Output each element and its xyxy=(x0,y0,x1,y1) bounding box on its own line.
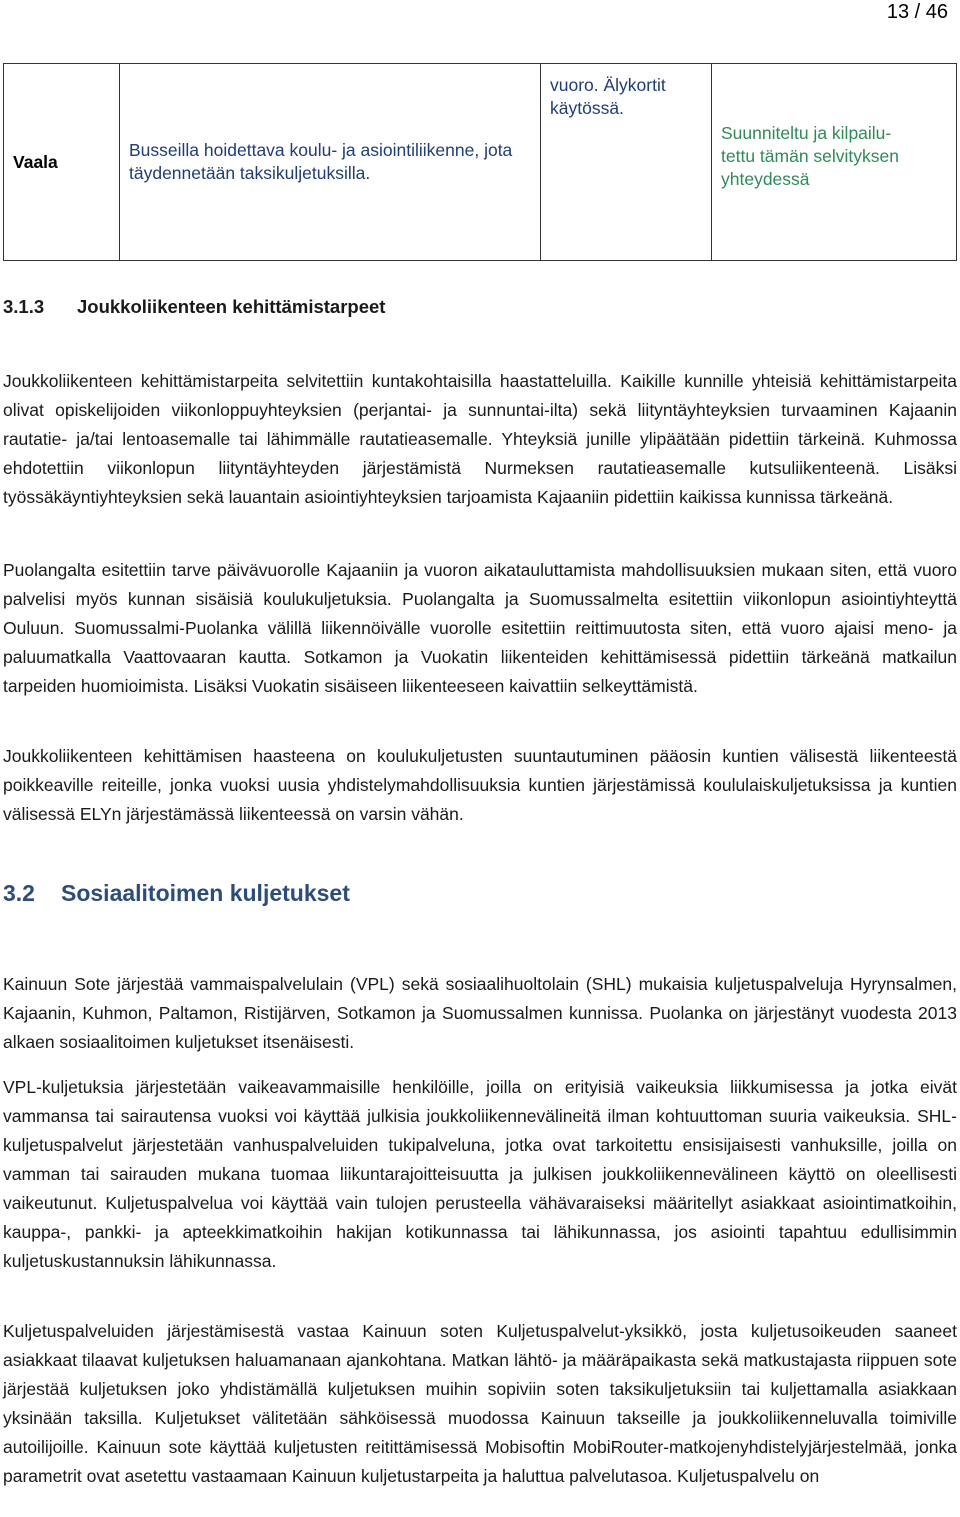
section-number: 3.2 xyxy=(3,880,35,906)
section-title: Joukkoliikenteen kehittämistarpeet xyxy=(77,296,386,317)
paragraph: Kuljetuspalveluiden järjestämisestä vastaa Kainuun soten Kuljetuspalvelut-yksikkö, josta kuljetusoikeuden saaneet asiakkaat tilaavat kuljetuksen haluamanaan ajankohtana. Matkan lähtö- ja määräpaikasta sekä matkustajasta riippuen sote järjestää kuljetuksen joko yhdistämällä kuljetuksen muihin sopiviin soten taksikuljetuksiin tai kuljettamalla asiakkaan yksinään taksilla. Kuljetukset välitetään sähköisessä muodossa Kainuun takseille ja joukkoliikenneluvalla toimiville autoilijoille. Kainuun sote käyttää kuljetusten reitittämisessä Mobisoftin MobiRouter-matkojenyhdistelyjärjestelmää, jonka parametrit ovat asetettu vastaamaan Kainuun kuljetustarpeita ja haluttua palvelutasoa. Kuljetuspalvelu on xyxy=(3,1321,957,1486)
section-number: 3.1.3 xyxy=(3,296,45,317)
page-number: 13 / 46 xyxy=(886,1,948,23)
paragraph: Joukkoliikenteen kehittämisen haasteena on koulukuljetusten suuntautuminen pääosin kuntien välisestä liikenteestä poikkeaville reiteille, jonka vuoksi uusia yhdistelymahdollisuuksia kuntien järjestämissä koululaiskuljetuksissa ja kuntien välisessä ELYn järjestämässä liikenteessä on varsin vähän. xyxy=(3,746,957,824)
paragraph: Puolangalta esitettiin tarve päivävuorolle Kajaaniin ja vuoron aikatauluttamista mahdollisuuksien mukaan siten, että vuoro palvelisi myös kunnan sisäisiä koulukuljetuksia. Puolangalta ja Suomussalmelta esitettiin viikonlopun asiointiyhteyttä Ouluun. Suomussalmi-Puolanka välillä liikennöivälle vuorolle esitettiin reittimuutosta siten, että vuoro ajaisi meno- ja paluumatkalla Vaattovaaran kautta. Sotkamon ja Vuokatin liikenteiden kehittämisessä pidettiin tärkeänä matkailun tarpeiden huomioimista. Lisäksi Vuokatin sisäiseen liikenteeseen kaivattiin selkeyttämistä. xyxy=(3,560,957,696)
section-heading-3-2 xyxy=(3,880,350,907)
service-status xyxy=(541,64,712,261)
paragraph: Kainuun Sote järjestää vammaispalvelulain (VPL) sekä sosiaalihuoltolain (SHL) mukaisia kuljetuspalveluja Hyrynsalmen, Kajaanin, Kuhmon, Paltamon, Ristijärven, Sotkamon ja Suomussalmen kunnissa. Puolanka on järjestänyt vuodesta 2013 alkaen sosiaalitoimen kuljetukset itsenäisesti. xyxy=(3,974,957,1052)
paragraph: VPL-kuljetuksia järjestetään vaikeavammaisille henkilöille, joilla on erityisiä vaikeuksia liikkumisessa ja jotka eivät vammansa tai sairautensa vuoksi voi käyttää julkisia joukkoliikennevälineitä ilman kohtuuttoman suuria vaikeuksia. SHL-kuljetuspalvelut järjestetään vanhuspalveluiden tukipalveluna, jotka ovat tarkoitettu ensisijaisesti vanhuksille, joilla on vamman tai sairauden mukana tuomaa liikuntarajoitteisuutta ja julkisen joukkoliikennevälineen käyttö on oleellisesti vaikeutunut. Kuljetuspalvelua voi käyttää vain tulojen perusteella vähävaraiseksi määritellyt asiakkaat asiointimatkoihin, kauppa-, pankki- ja apteekkimatkoihin hakijan kotikunnassa tai lähikunnassa, jos asiointi tapahtuu edullisimmin kuljetuskustannuksin lähikunnassa. xyxy=(3,1077,957,1271)
note-line: tettu tämän selvityksen xyxy=(721,146,899,166)
paragraph: Joukkoliikenteen kehittämistarpeita selvitettiin kuntakohtaisilla haastatteluilla. Kaikille kunnille yhteisiä kehittämistarpeita olivat opiskelijoiden viikonloppuyhteyksien (perjantai- ja sunnuntai-ilta) sekä liityntäyhteyksien turvaaminen Kajaanin rautatie- ja/tai lentoasemalle tai lähimmälle rautatieasemalle. Yhteyksiä junille ylipäätään pidettiin tärkeinä. Kuhmossa ehdotettiin viikonlopun liityntäyhteyden järjestämistä Nurmeksen rautatieasemalle kutsuliikenteenä. Lisäksi työssäkäyntiyhteyksien sekä lauantain asiointiyhteyksien tarjoamista Kajaaniin pidettiin kaikissa kunnissa tärkeänä. xyxy=(3,371,957,507)
municipality-table xyxy=(3,63,957,261)
service-description: Busseilla hoidettava koulu- ja asiointiliikenne, jota täydennetään taksikuljetuksilla. xyxy=(120,64,541,261)
table-row xyxy=(4,64,957,261)
note-line: Suunniteltu ja kilpailu- xyxy=(721,123,892,143)
service-note xyxy=(712,64,957,261)
status-line: vuoro. Älykortit xyxy=(550,75,666,95)
municipality-name: Vaala xyxy=(4,64,120,261)
section-heading-3-1-3 xyxy=(3,296,385,318)
status-line: käytössä. xyxy=(550,98,624,118)
note-line: yhteydessä xyxy=(721,169,810,189)
section-title: Sosiaalitoimen kuljetukset xyxy=(61,880,350,906)
